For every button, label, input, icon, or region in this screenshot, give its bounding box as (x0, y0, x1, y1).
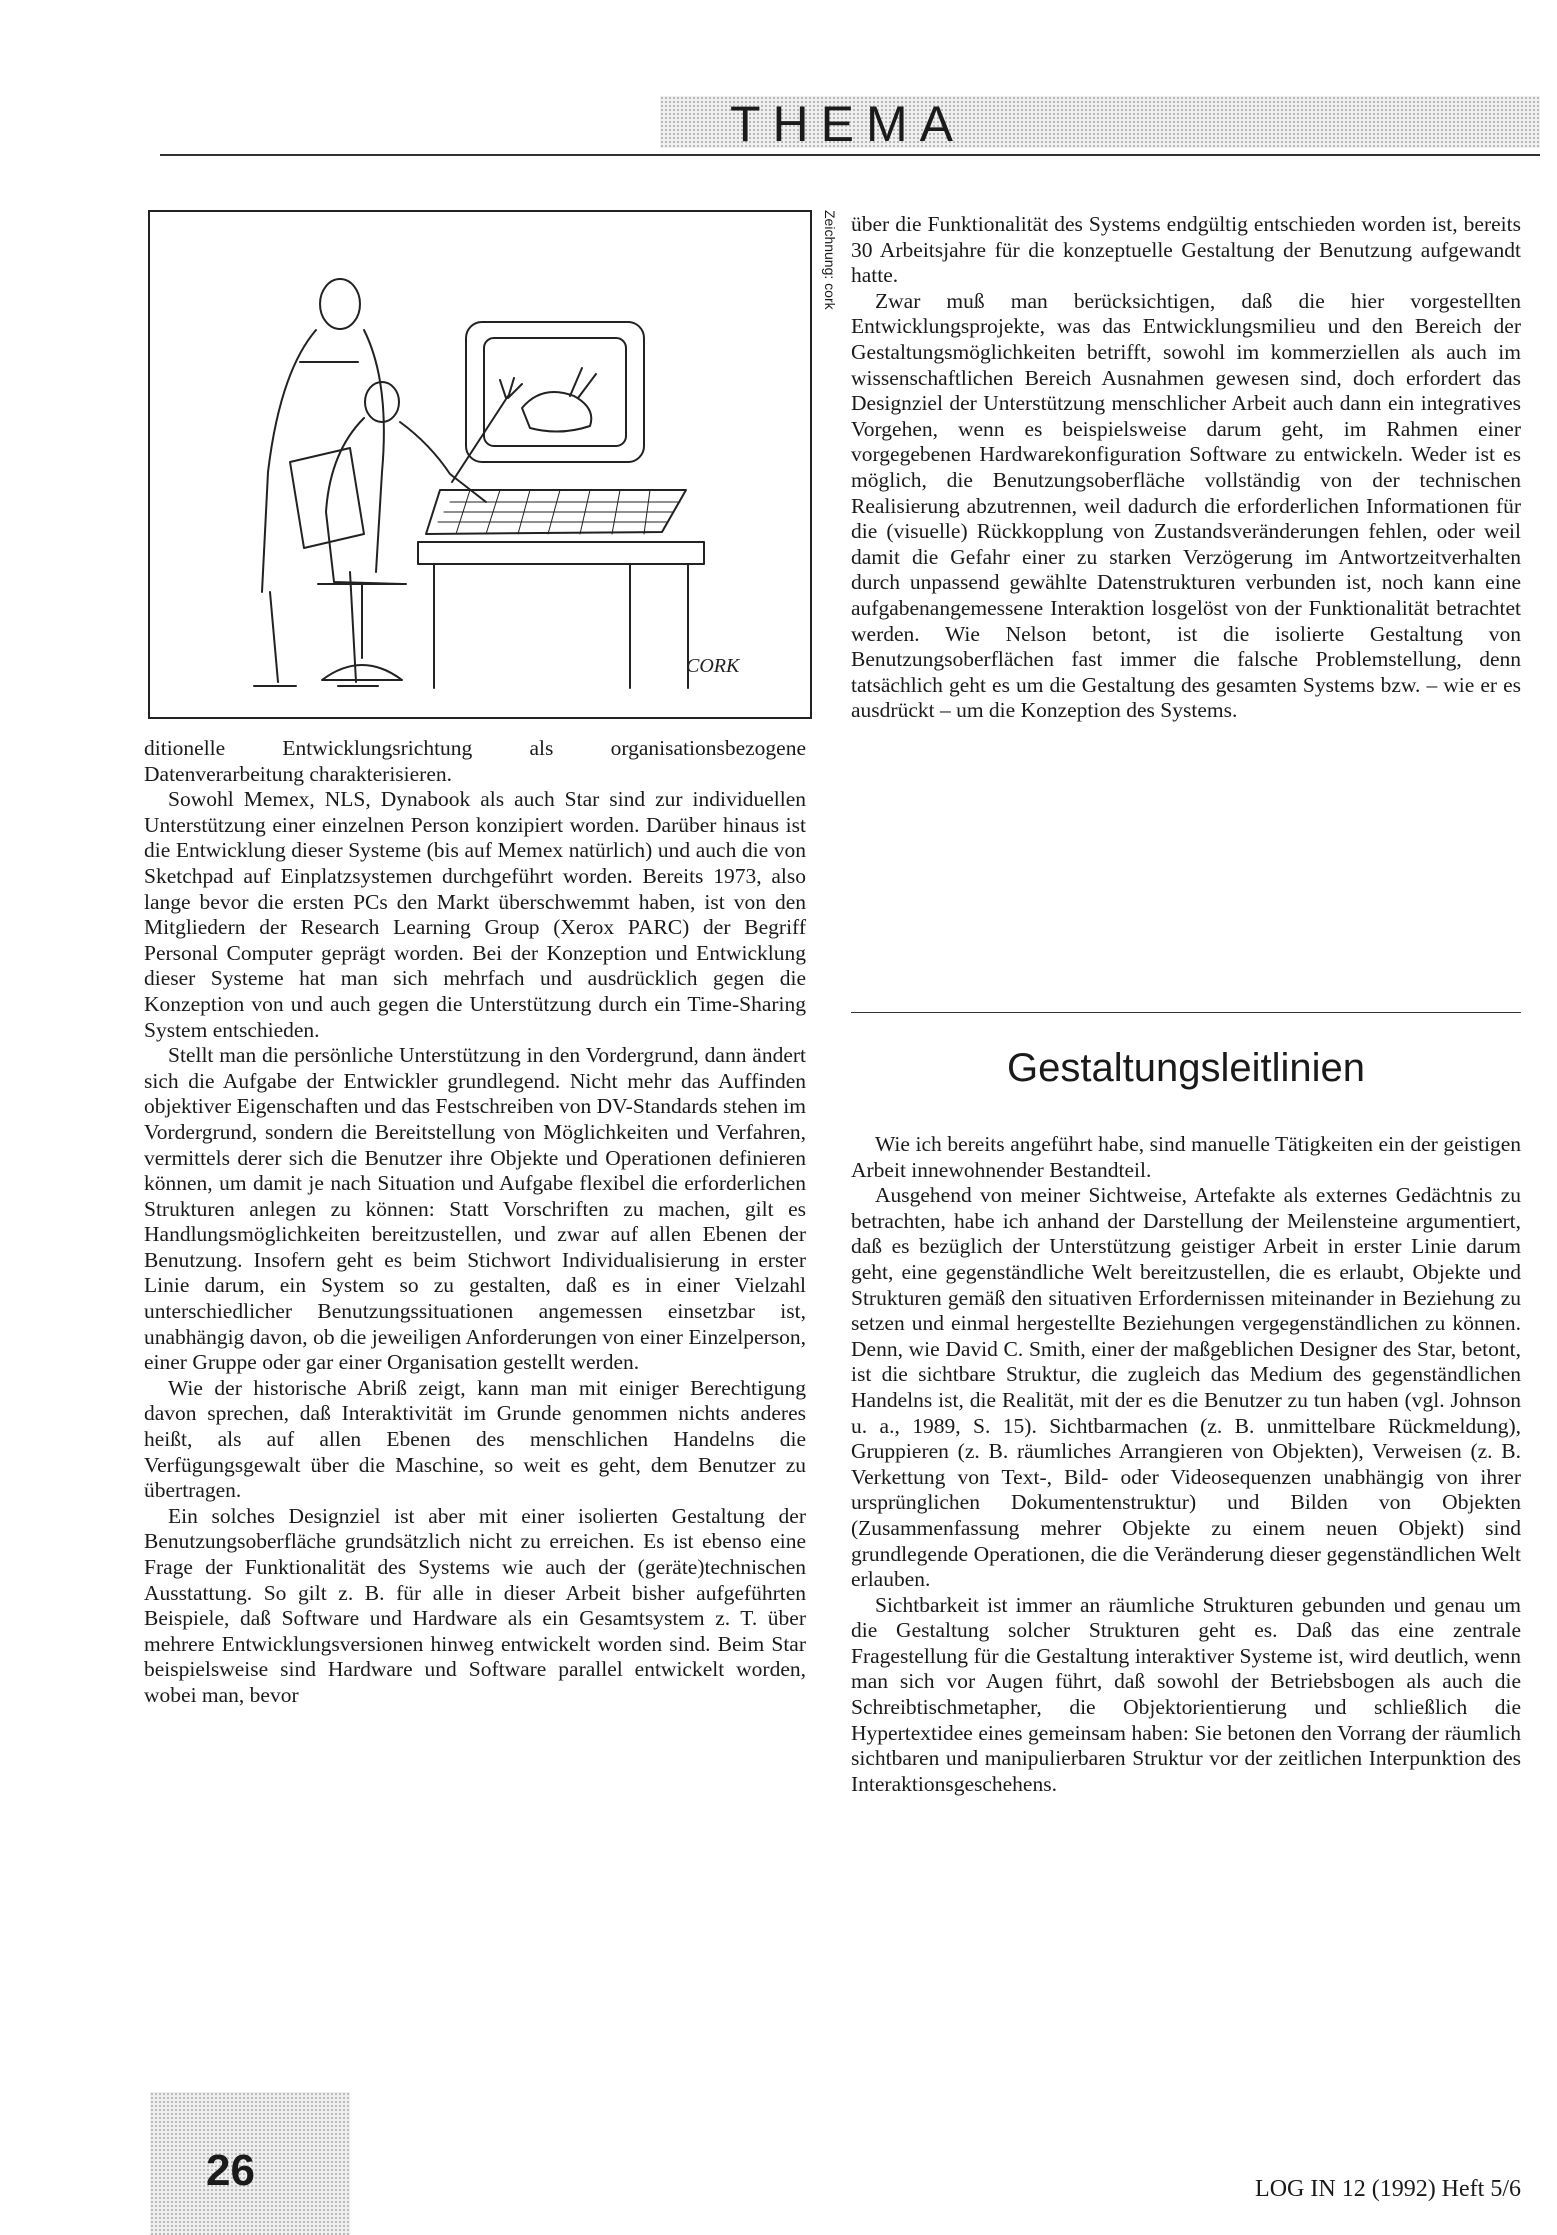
paragraph: Stellt man die persönliche Unterstützung in den Vordergrund, dann ändert sich die Aufgabe der Entwickler grundlegend. Nicht mehr das Auffinden objektiver Eigenschaften und das Festschreiben von DV-Standards stehen im Vordergrund, sondern die Bereitstellung von Möglichkeiten und Verfahren, vermittels derer sich die Benutzer ihre Objekte und Operationen definieren können, um damit je nach Situation und Aufgabe flexibel die erforderlichen Strukturen anlegen zu können: Statt Vorschriften zu machen, gilt es Handlungsmöglichkeiten bereitzustellen, und zwar auf allen Ebenen der Benutzung. Insofern geht es beim Stichwort Individualisierung in erster Linie darum, ein System so zu gestalten, daß es in einer Vielzahl unterschiedlicher Benutzungssituationen angemessen einsetzbar ist, unabhängig davon, ob die jeweiligen Anforderungen von einer Einzelperson, einer Gruppe oder gar einer Organisation gestellt werden. (144, 1043, 806, 1375)
paragraph: über die Funktionalität des Systems endgültig entschieden worden ist, bereits 30 Arbeitsjahre für die konzeptuelle Gestaltung der Benutzung aufgewandt hatte. (851, 212, 1521, 288)
illustration-credit: Zeichnung: cork (822, 210, 838, 310)
seated-scientist-body (326, 418, 486, 584)
section-title: THEMA (730, 96, 965, 152)
header-rule (160, 154, 1540, 156)
cartoon-drawing (150, 212, 810, 717)
standing-scientist-legs (254, 572, 378, 686)
paragraph: Sichtbarkeit ist immer an räumliche Strukturen gebunden und genau um die Gestaltung solcher Strukturen geht es. Daß das eine zentrale Fragestellung für die Gestaltung interaktiver Systeme ist, wird deutlich, wenn man sich vor Augen führt, daß sowohl der Betriebsbogen als auch die Schreibtischmetapher, die Objektorientierung und schließlich die Hypertextidee eines gemeinsam haben: Sie betonen den Vorrang der räumlich sichtbaren und manipulierbaren Struktur vor der zeitlichen Interpunktion des Interaktionsgeschehens. (851, 1592, 1521, 1796)
right-column-bottom (851, 1132, 1521, 1797)
cartoon-figure (148, 210, 812, 719)
paragraph: Wie ich bereits angeführt habe, sind manuelle Tätigkeiten ein der geistigen Arbeit innewohnender Bestandteil. (851, 1132, 1521, 1182)
subheading-rule (851, 1012, 1521, 1013)
standing-scientist-coat (262, 330, 384, 592)
left-column (144, 736, 806, 1709)
standing-scientist-head (320, 279, 360, 329)
cartoonist-signature: CORK (686, 655, 740, 677)
paragraph: Wie der historische Abriß zeigt, kann man mit einiger Berechtigung davon sprechen, daß Interaktivität im Grunde genommen nichts anderes heißt, als auf allen Ebenen des menschlichen Handelns die Verfügungsgewalt über die Maschine, so weit es geht, dem Benutzer zu übertragen. (144, 1375, 806, 1503)
paragraph: Zwar muß man berücksichtigen, daß die hier vorgestellten Entwicklungsprojekte, was das Entwicklungsmilieu und den Bereich der Gestaltungsmöglichkeiten betrifft, sowohl im kommerziellen als auch im wissenschaftlichen Bereich Ausnahmen gewesen sind, doch erfordert das Designziel der Unterstützung menschlicher Arbeit auch dann ein integratives Vorgehen, wenn es beispielsweise darum geht, im Rahmen einer vorgegebenen Hardwarekonfiguration Software zu entwickeln. Weder ist es möglich, die Benutzungsoberfläche vollständig von der technischen Realisierung abzutrennen, weil dadurch die erforderlichen Informationen für die (visuelle) Rückkopplung von Zustandsveränderungen fehlen, oder weil damit die Gefahr einer zu starken Verzögerung im Antwortzeitverhalten durch unpassend gewählte Datenstrukturen verbunden ist, noch kann eine aufgabenangemessene Interaktion losgelöst von der Funktionalität betrachtet werden. Wie Nelson betont, ist die isolierte Gestaltung von Benutzungsoberflächen fast immer die falsche Problemstellung, denn tatsächlich geht es um die Gestaltung des gesamten Systems bzw. – wie er es ausdrückt – um die Konzeption des Systems. (851, 288, 1521, 723)
screen-rabbit (522, 368, 596, 432)
keyboard-keys (438, 490, 680, 534)
journal-citation: LOG IN 12 (1992) Heft 5/6 (1255, 2176, 1521, 2202)
paragraph: Ausgehend von meiner Sichtweise, Artefakte als externes Gedächtnis zu betrachten, habe ich anhand der Darstellung der Meilensteine argumentiert, daß es bezüglich der Unterstützung geistiger Arbeit in erster Linie darum geht, eine gegenständliche Welt bereitzustellen, die es erlaubt, Objekte und Strukturen gemäß den situativen Erfordernissen miteinander in Beziehung zu setzen und einmal hergestellte Beziehungen vergegenständlichen zu können. Denn, wie David C. Smith, einer der maßgeblichen Designer des Star, betont, ist die sichtbare Struktur, die zugleich das Medium des gegenständlichen Handelns ist, die Realität, mit der es die Benutzer zu tun haben (vgl. Johnson u. a., 1989, S. 15). Sichtbarmachen (z. B. unmittelbare Rückmeldung), Gruppieren (z. B. räumliches Arrangieren von Objekten), Verweisen (z. B. Verkettung von Text-, Bild- oder Videosequenzen unabhängig von ihrer ursprünglichen Dokumentenstruktur) und Bilden von Objekten (Zusammenfassung mehrer Objekte zu einem neuen Objekt) sind grundlegende Operationen, die die Veränderung dieser gegenständlichen Welt erlauben. (851, 1183, 1521, 1592)
stool (318, 584, 406, 680)
subheading: Gestaltungsleitlinien (1007, 1046, 1365, 1090)
paragraph: ditionelle Entwicklungsrichtung als organisationsbezogene Datenverarbeitung charakterisieren. (144, 736, 806, 786)
paragraph: Ein solches Designziel ist aber mit einer isolierten Gestaltung der Benutzungsoberfläche grundsätzlich nicht zu erreichen. Es ist ebenso eine Frage der Funktionalität des Systems wie auch der (geräte)technischen Ausstattung. So gilt z. B. für alle in dieser Arbeit bisher aufgeführten Beispiele, daß Software und Hardware als ein Gesamtsystem z. T. über mehrere Entwicklungsversionen hinweg entwickelt worden sind. Beim Star beispielsweise sind Hardware und Software parallel entwickelt worden, wobei man, bevor (144, 1503, 806, 1707)
page-number: 26 (206, 2146, 255, 2195)
desk (418, 542, 704, 688)
paragraph: Sowohl Memex, NLS, Dynabook als auch Star sind zur individuellen Unterstützung einer einzelnen Person konzipiert worden. Darüber hinaus ist die Entwicklung dieser Systeme (bis auf Memex natürlich) und auch die von Sketchpad auf Einplatzsystemen durchgeführt worden. Bereits 1973, also lange bevor die ersten PCs den Markt überschwemmt haben, ist von den Mitgliedern der Research Learning Group (Xerox PARC) der Begriff Personal Computer geprägt worden. Bei der Konzeption und Entwicklung dieser Systeme hat man sich mehrfach und ausdrücklich gegen die Konzeption von und auch gegen die Unterstützung durch ein Time-Sharing System entschieden. (144, 787, 806, 1042)
right-column-top (851, 212, 1521, 724)
carrot (452, 378, 522, 482)
